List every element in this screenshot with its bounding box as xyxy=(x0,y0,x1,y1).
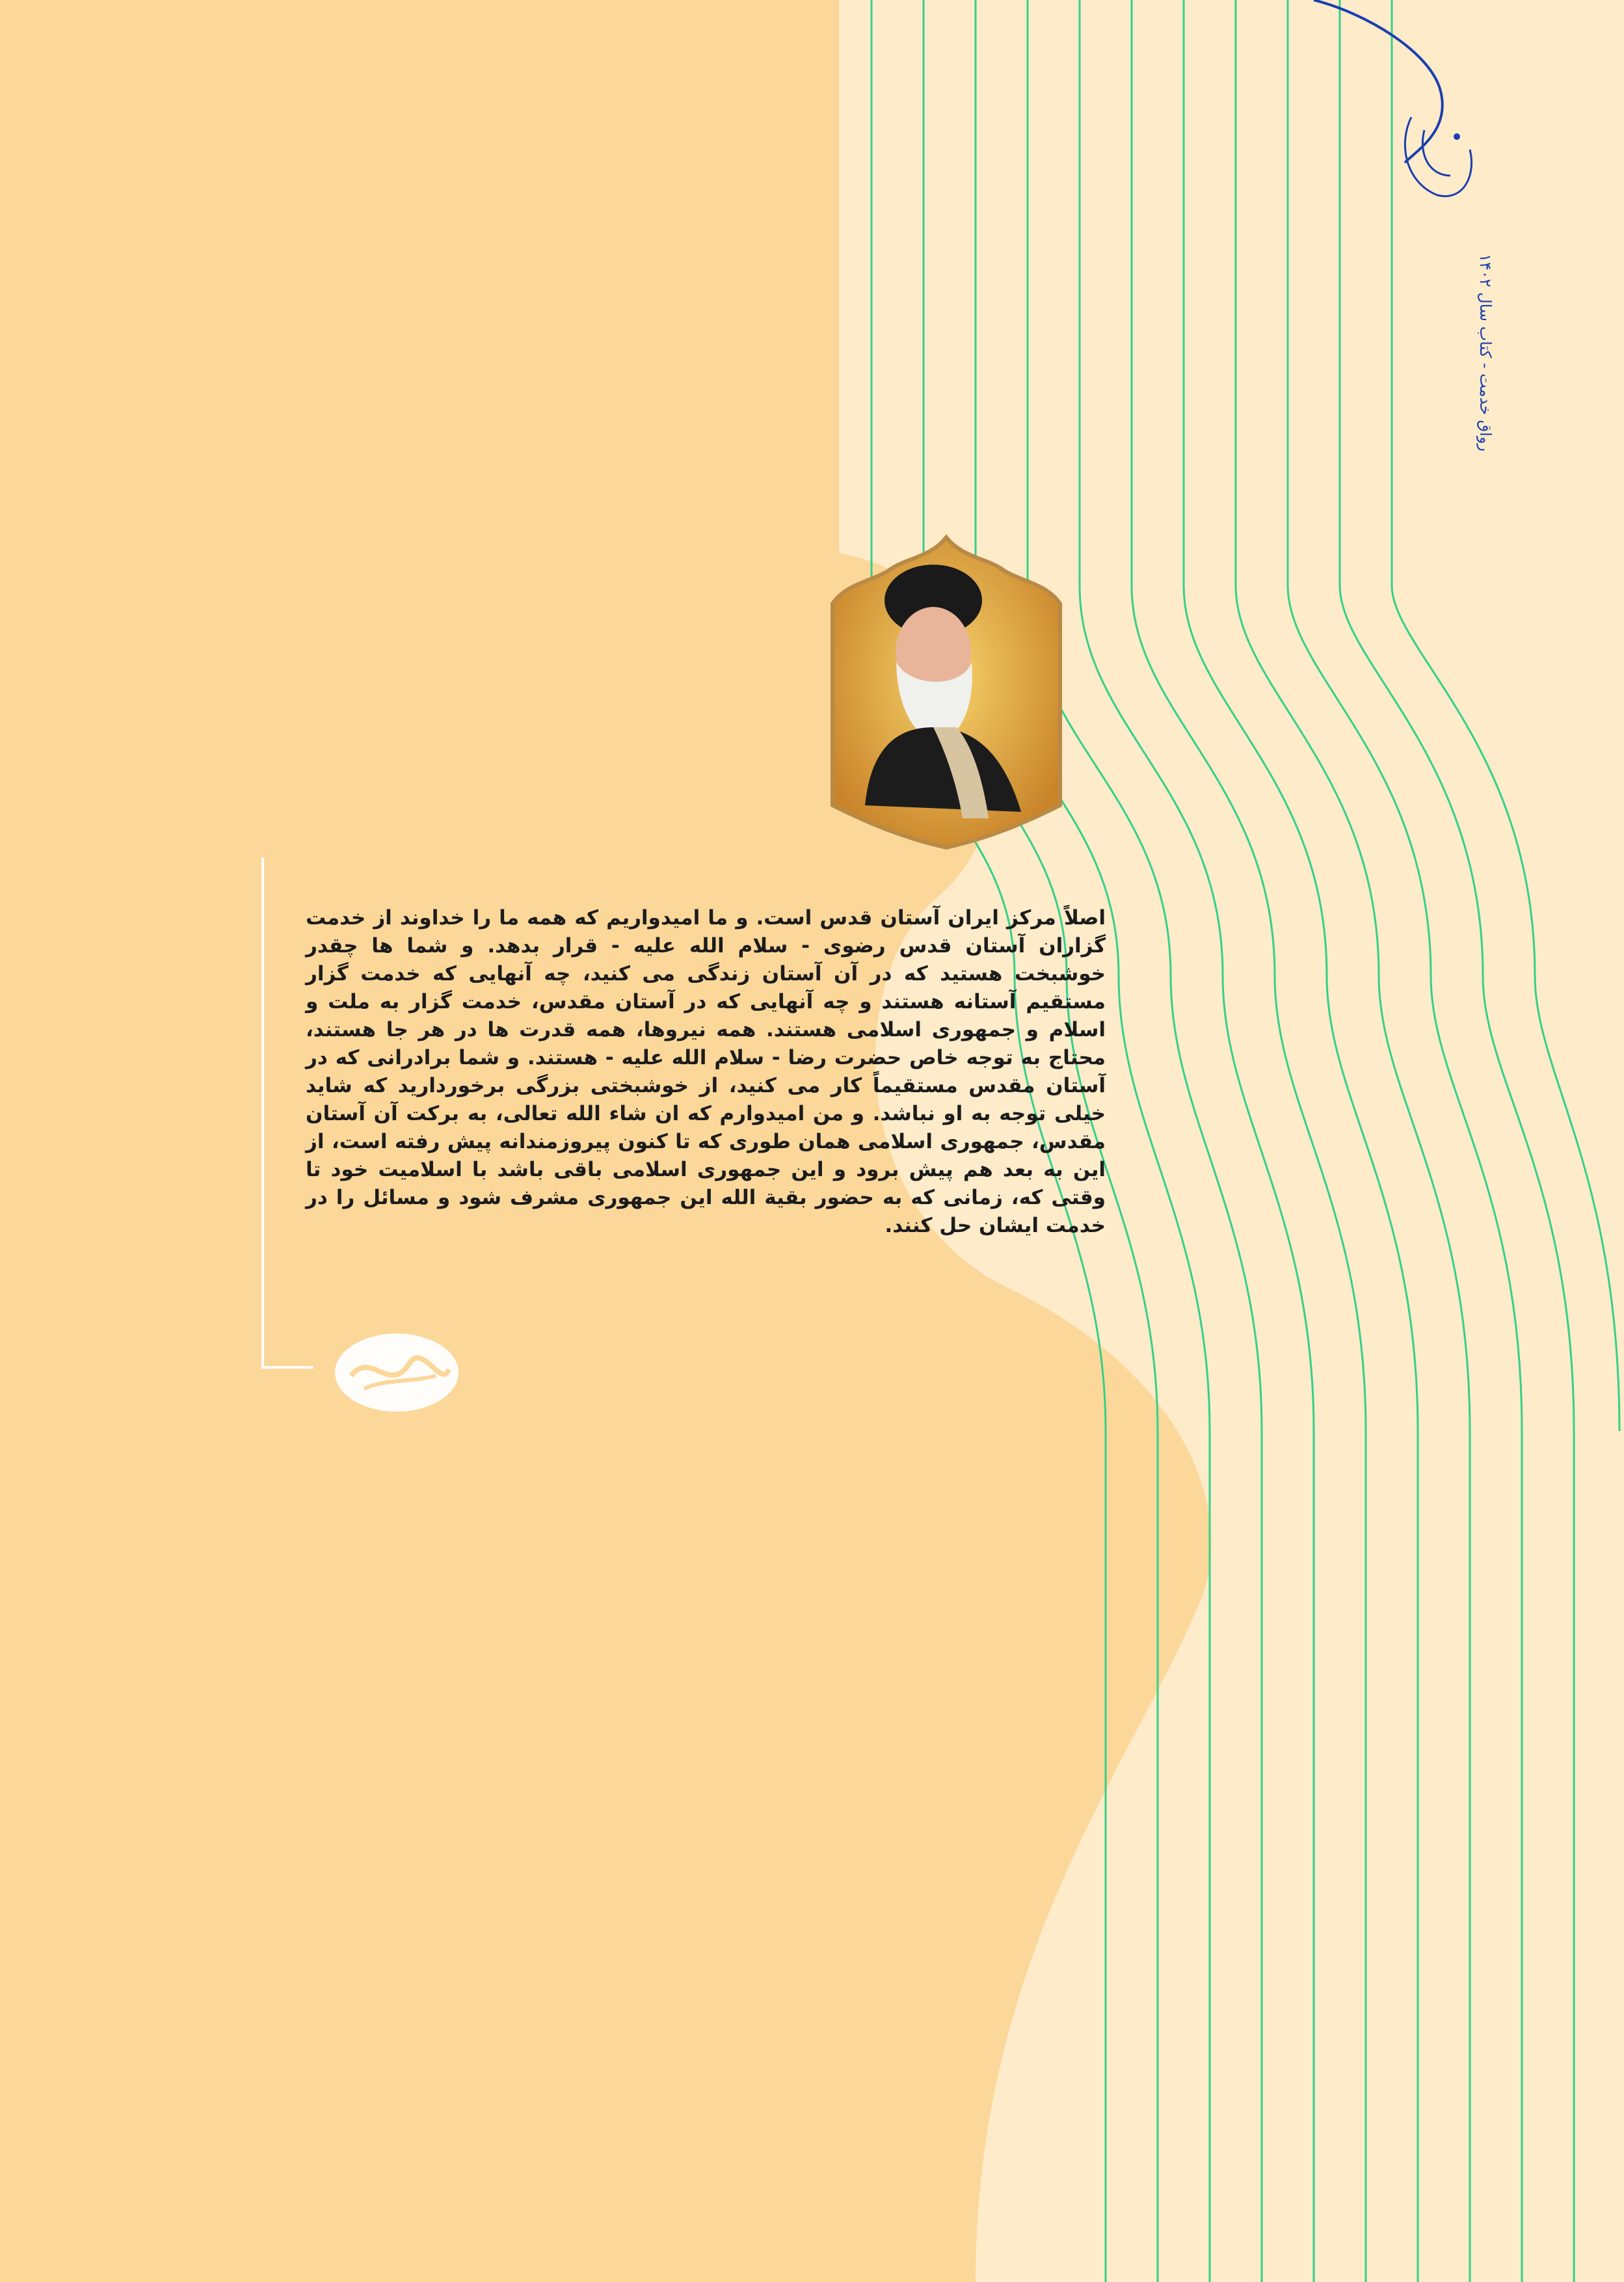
frame-line-bottom xyxy=(261,1366,313,1369)
portrait xyxy=(826,532,1067,851)
signature-stamp xyxy=(325,1317,468,1421)
side-caption: رواق خدمت - کتاب سال ۱۴۰۲ xyxy=(1476,254,1495,452)
frame-line-vertical xyxy=(261,857,264,1366)
rawaq-khedmat-logo xyxy=(1392,104,1483,208)
quote-text: اصلاً مرکز ایران آستان قدس است. و ما امیدواریم که همه ما را خداوند از خدمت گزاران آستان قدس رضوی - سلام الله علیه - قرار بدهد. و شما ها چقدر خوشبخت هستید که در آن آستان زندگی می کنید، چه آنهایی که خدمت گزار مستقیم آستانه هستند و چه آنهایی که در آستان مقدس، خدمت گزار به ملت و اسلام و جمهوری اسلامی هستند. همه نیروها، همه قدرت ها در هر جا هستند، محتاج به توجه خاص حضرت رضا - سلام الله علیه - هستند. و شما برادرانی که در آستان مقدس مستقیماً کار می کنید، از خوشبختی بزرگی برخوردارید که شاید خیلی توجه به او نباشد. و من امیدوارم که ان شاء الله تعالی، به برکت آن آستان مقدس، جمهوری اسلامی همان طوری که تا کنون پیروزمندانه پیش رفته است، از این به بعد هم پیش برود و این جمهوری اسلامی باقی باشد با اسلامیت خود تا وقتی که، زمانی که به حضور بقیة الله این جمهوری مشرف شود و مسائل را در خدمت ایشان حل کنند. xyxy=(306,906,1106,1237)
